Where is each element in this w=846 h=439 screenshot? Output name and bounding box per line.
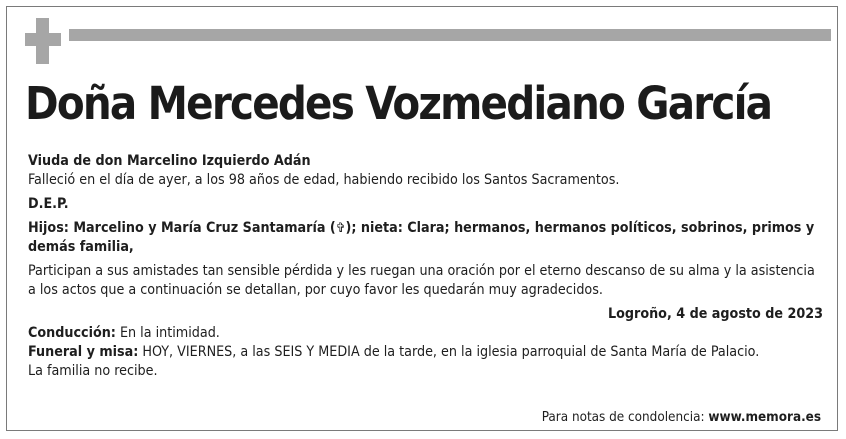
condolence-link[interactable]: www.memora.es xyxy=(708,410,821,425)
condolence-label: Para notas de condolencia: xyxy=(541,410,709,425)
condolence-footer xyxy=(542,409,821,427)
cross-icon xyxy=(25,18,61,64)
dep-line: D.E.P. xyxy=(28,196,69,212)
notice-body xyxy=(28,152,823,381)
conduction-text: En la intimidad. xyxy=(115,325,220,341)
family-line xyxy=(28,219,823,257)
funeral-text: HOY, VIERNES, a las SEIS Y MEDIA de la tarde, en la iglesia parroquial de Santa María de Palacio. xyxy=(138,344,760,360)
message-text: Participan a sus amistades tan sensible pérdida y les ruegan una oración por el eterno descanso de su alma y la asistencia a los actos que a continuación se detallan, por cuyo favor les quedarán muy agradecidos. xyxy=(28,263,815,298)
no-visits-line: La familia no recibe. xyxy=(28,363,158,379)
deceased-name: Doña Mercedes Vozmediano García xyxy=(25,77,772,130)
family-after-cross: ); nieta: Clara; hermanos, hermanos políticos, sobrinos, primos y demás familia, xyxy=(28,220,815,255)
death-line: Falleció en el día de ayer, a los 98 años de edad, habiendo recibido los Santos Sacramentos. xyxy=(28,172,620,188)
family-before-cross: Hijos: Marcelino y María Cruz Santamaría ( xyxy=(28,220,336,236)
widow-line: Viuda de don Marcelino Izquierdo Adán xyxy=(28,153,311,169)
funeral-line xyxy=(28,343,823,362)
small-cross-icon: ✞ xyxy=(335,221,346,236)
obituary-card xyxy=(6,6,838,431)
conduction-label: Conducción: xyxy=(28,325,116,341)
header-rule xyxy=(69,29,831,41)
place-date: Logroño, 4 de agosto de 2023 xyxy=(607,306,823,322)
funeral-label: Funeral y misa: xyxy=(28,344,139,360)
conduction-line xyxy=(28,324,823,343)
